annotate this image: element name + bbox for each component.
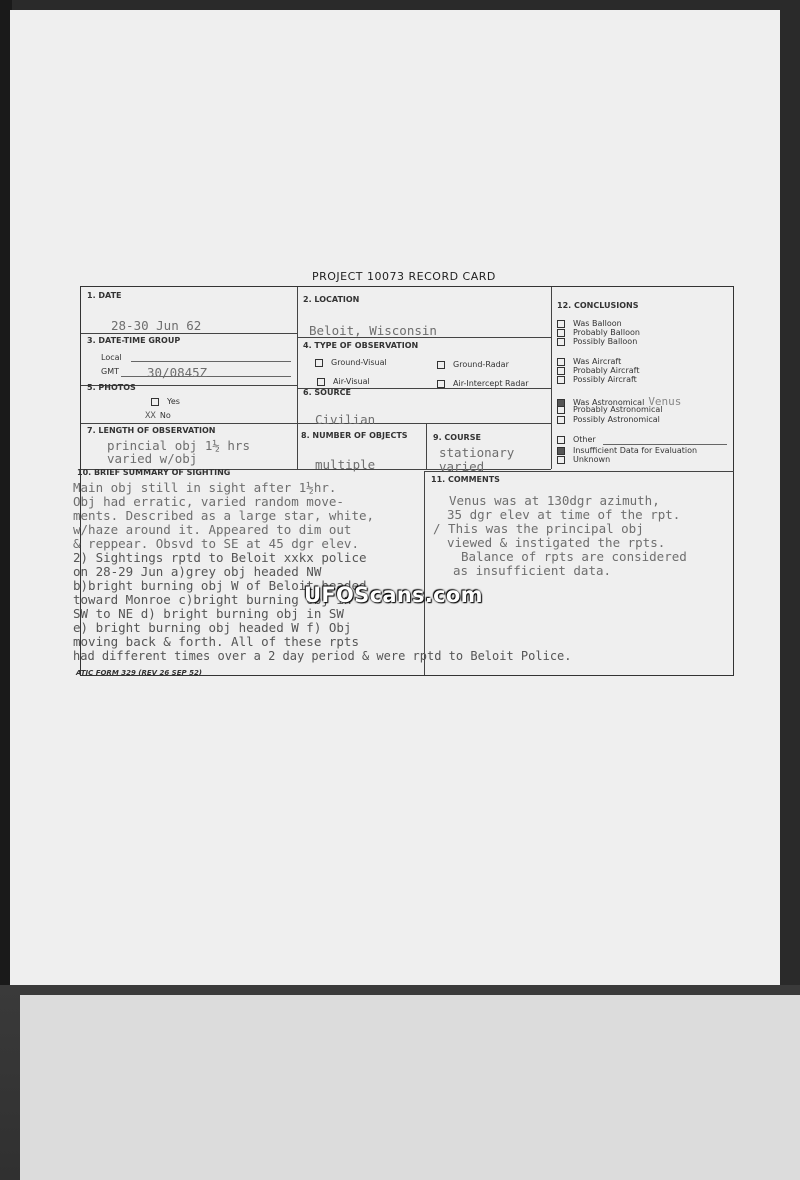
photos-yes: Yes — [151, 397, 180, 406]
summary-line: on 28-29 Jun a)grey obj headed NW — [73, 564, 322, 579]
conclusion-option: Possibly Astronomical — [557, 415, 660, 424]
comments-line: Balance of rpts are considered — [461, 549, 687, 564]
course-line-1: stationary — [439, 445, 515, 460]
number-objects-label: 8. NUMBER OF OBJECTS — [301, 431, 408, 440]
comments-line: viewed & instigated the rpts. — [447, 535, 666, 550]
summary-line: Main obj still in sight after 1½hr. — [73, 480, 337, 495]
checkbox — [557, 436, 565, 444]
summary-line: toward Monroe c)bright burning obj in — [73, 592, 352, 607]
summary-line: & reppear. Obsvd to SE at 45 dgr elev. — [73, 536, 359, 551]
conclusion-option: Was Balloon — [557, 319, 622, 328]
comments-label: 11. COMMENTS — [431, 475, 500, 484]
checkbox — [437, 361, 445, 369]
checkbox — [557, 456, 565, 464]
conclusions-label: 12. CONCLUSIONS — [557, 301, 639, 310]
local-label: Local — [101, 353, 122, 362]
divider — [551, 287, 552, 469]
checkbox — [151, 398, 159, 406]
ground-radar-option: Ground-Radar — [437, 360, 509, 369]
summary-line: ments. Described as a large star, white, — [73, 508, 375, 523]
summary-line: e) bright burning obj headed W f) Obj — [73, 620, 352, 635]
course-label: 9. COURSE — [433, 433, 481, 442]
summary-line: b)bright burning obj W of Beloit headed — [73, 578, 367, 593]
watermark: UFOScans.com — [304, 583, 483, 607]
datetime-label: 3. DATE-TIME GROUP — [87, 336, 181, 345]
comments-line: Venus was at 130dgr azimuth, — [449, 493, 660, 508]
summary-line: Obj had erratic, varied random move- — [73, 494, 344, 509]
location-label: 2. LOCATION — [303, 295, 360, 304]
divider — [81, 333, 297, 334]
source-label: 6. SOURCE — [303, 388, 351, 397]
checkbox — [317, 378, 325, 386]
checked-checkbox — [557, 447, 565, 455]
date-value: 28-30 Jun 62 — [111, 318, 202, 333]
divider — [424, 471, 425, 675]
date-label: 1. DATE — [87, 291, 122, 300]
comments-line: 35 dgr elev at time of the rpt. — [447, 507, 681, 522]
comments-line: / This was the principal obj — [433, 521, 644, 536]
checkbox — [557, 406, 565, 414]
checkbox — [557, 329, 565, 337]
divider — [426, 423, 427, 469]
length-label: 7. LENGTH OF OBSERVATION — [87, 426, 216, 435]
air-intercept-option: Air-Intercept Radar — [437, 379, 529, 388]
conclusion-option: Probably Astronomical — [557, 405, 663, 414]
length-line-2: varied w/obj — [107, 451, 198, 466]
length-line-1: princial obj 1½ hrs — [107, 438, 250, 453]
summary-line: had different times over a 2 day period & were rptd to Beloit Police. — [73, 649, 572, 663]
conclusion-option: Possibly Aircraft — [557, 375, 637, 384]
conclusion-option: Possibly Balloon — [557, 337, 637, 346]
card-title: PROJECT 10073 RECORD CARD — [312, 270, 496, 283]
checkbox — [557, 338, 565, 346]
conclusion-option: Probably Balloon — [557, 328, 640, 337]
course-line-2: varied — [439, 459, 485, 474]
checkbox — [315, 359, 323, 367]
gmt-label: GMT — [101, 367, 119, 376]
summary-line: SW to NE d) bright burning obj in SW — [73, 606, 344, 621]
divider — [297, 287, 298, 469]
conclusion-option-checked: Was Astronomical Venus — [557, 395, 681, 408]
form-number: ATIC FORM 329 (REV 26 SEP 52) — [76, 669, 203, 677]
conclusion-option: Unknown — [557, 455, 610, 464]
number-objects-value: multiple — [315, 457, 376, 472]
type-observation-label: 4. TYPE OF OBSERVATION — [303, 341, 419, 350]
venus-note: Venus — [648, 395, 682, 408]
ground-visual-option: Ground-Visual — [315, 358, 387, 367]
conclusion-option: Was Aircraft — [557, 357, 621, 366]
checkbox — [557, 358, 565, 366]
local-line — [131, 361, 291, 362]
checkbox — [557, 367, 565, 375]
conclusion-option-checked: Insufficient Data for Evaluation — [557, 446, 697, 455]
summary-line: moving back & forth. All of these rpts — [73, 634, 359, 649]
summary-label: 10. BRIEF SUMMARY OF SIGHTING — [77, 468, 231, 477]
checkbox — [557, 320, 565, 328]
summary-line: 2) Sightings rptd to Beloit xxkx police — [73, 550, 367, 565]
location-value: Beloit, Wisconsin — [309, 323, 437, 338]
checkbox — [437, 380, 445, 388]
photos-label: 5. PHOTOS — [87, 383, 136, 392]
air-visual-option: Air-Visual — [317, 377, 370, 386]
checkbox — [557, 416, 565, 424]
conclusion-option: Probably Aircraft — [557, 366, 639, 375]
next-page-edge — [20, 995, 800, 1180]
comments-line: as insufficient data. — [453, 563, 612, 578]
record-card — [73, 286, 734, 676]
gmt-value: 30/0845Z — [147, 365, 208, 380]
source-value: Civilian — [315, 412, 376, 427]
summary-line: w/haze around it. Appeared to dim out — [73, 522, 352, 537]
other-line — [603, 444, 727, 445]
checkbox — [557, 376, 565, 384]
photos-no: XX No — [145, 411, 171, 421]
conclusion-option: Other — [557, 435, 596, 444]
